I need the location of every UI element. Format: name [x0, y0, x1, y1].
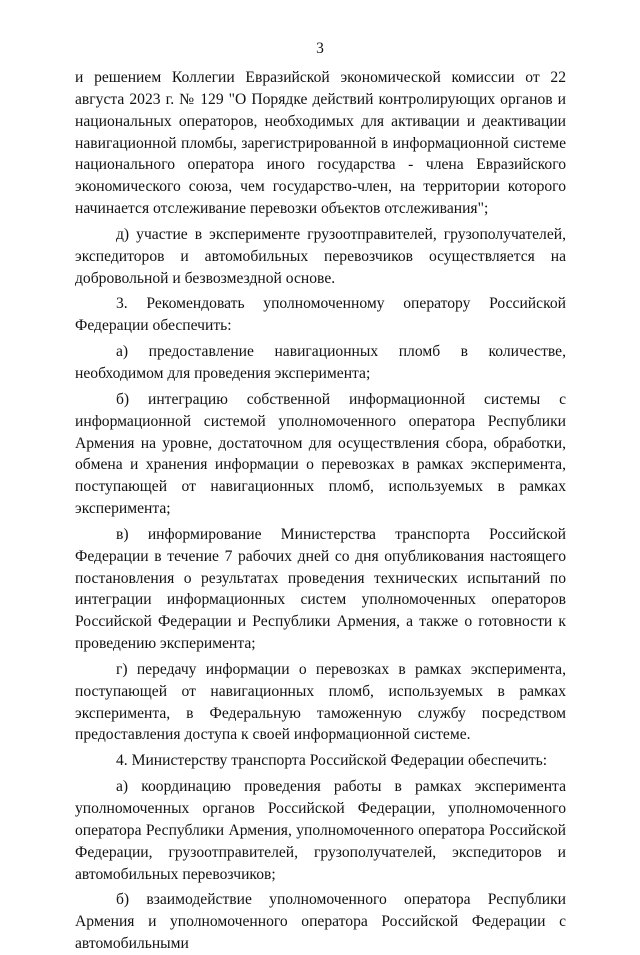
paragraph-item-3b: б) интеграцию собственной информационной системы с информационной системой уполномоченного оператора Республики Армения на уровне, достаточном для осуществления сбора, обработки, обмена и хранения информации о перевозках в рамках эксперимента, поступающей от навигационных пломб, используемых в рамках эксперимента; — [75, 390, 566, 518]
paragraph-item-3-heading: 3. Рекомендовать уполномоченному оператору Российской Федерации обеспечить: — [75, 295, 566, 335]
document-body — [75, 67, 566, 955]
page-number: 3 — [316, 40, 324, 57]
paragraph-item-4a: а) координацию проведения работы в рамках эксперимента уполномоченных органов Российской Федерации, уполномоченного оператора Республики Армения, уполномоченного оператора Российской Федерации, грузоотправителей, грузополучателей, экспедиторов и автомобильных перевозчиков; — [75, 778, 566, 883]
paragraph-decision-reference: и решением Коллегии Евразийской экономической комиссии от 22 августа 2023 г. № 129 "О Порядке действий контролирующих органов и национальных операторов, необходимых для активации и деактивации навигационной пломбы, зарегистрированной в информационной системе национального оператора иного государства - члена Евразийского экономического союза, чем государство-член, на территории которого начинается отслеживание перевозки объектов отслеживания"; — [75, 69, 566, 218]
paragraph-item-4b: б) взаимодействие уполномоченного оператора Республики Армения и уполномоченного оператора Российской Федерации с автомобильными — [75, 891, 566, 953]
paragraph-item-3c: в) информирование Министерства транспорта Российской Федерации в течение 7 рабочих дней со дня опубликования настоящего постановления о результатах проведения технических испытаний по интеграции информационных систем уполномоченных операторов Российской Федерации и Республики Армения, а также о готовности к проведению эксперимента; — [75, 525, 566, 653]
paragraph-item-3d: г) передачу информации о перевозках в рамках эксперимента, поступающей от навигационных пломб, используемых в рамках эксперимента, в Федеральную таможенную службу посредством предоставления доступа к своей информационной системе. — [75, 660, 566, 744]
paragraph-participation: д) участие в эксперименте грузоотправителей, грузополучателей, экспедиторов и автомобильных перевозчиков осуществляется на добровольной и безвозмездной основе. — [75, 225, 566, 287]
paragraph-item-4-heading: 4. Министерству транспорта Российской Федерации обеспечить: — [116, 752, 548, 770]
paragraph-item-3a: а) предоставление навигационных пломб в количестве, необходимом для проведения эксперимента; — [75, 343, 566, 382]
